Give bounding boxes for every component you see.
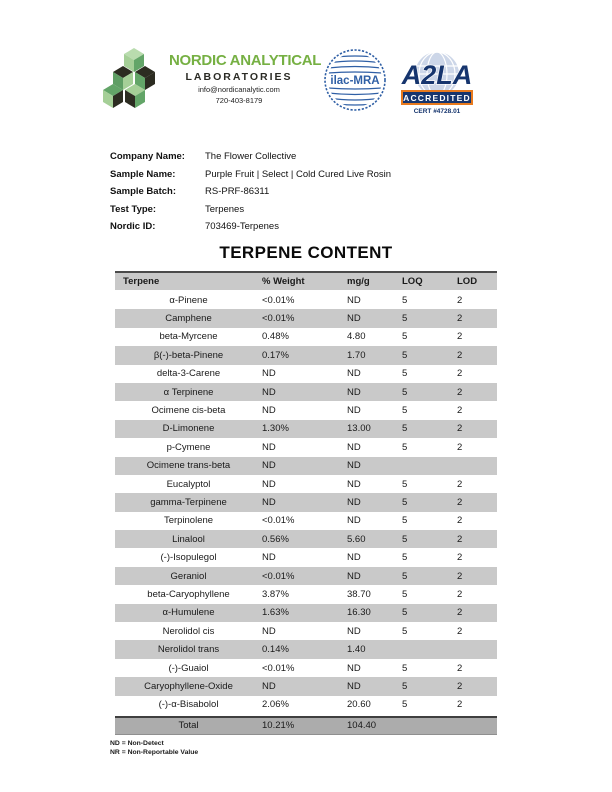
sample-info-row: [110, 218, 391, 236]
table-row: [115, 475, 497, 493]
terpene-name-cell: D-Limonene: [162, 423, 215, 435]
loq-cell: 5: [402, 607, 408, 619]
terpene-name-cell: Eucalyptol: [166, 478, 211, 490]
weight-cell: <0.01%: [262, 313, 295, 325]
mgg-cell: ND: [347, 478, 361, 490]
mgg-cell: ND: [347, 294, 361, 306]
weight-cell: <0.01%: [262, 294, 295, 306]
mgg-cell: ND: [347, 460, 361, 472]
table-row: [115, 420, 497, 438]
logo-company-name: NORDIC ANALYTICAL: [169, 52, 322, 69]
mgg-cell: 20.60: [347, 699, 371, 711]
sample-info-row: [110, 148, 391, 166]
mgg-cell: ND: [347, 662, 361, 674]
loq-cell: 5: [402, 570, 408, 582]
weight-cell: 0.14%: [262, 644, 289, 656]
lod-cell: 2: [457, 625, 463, 637]
terpene-name-cell: (-)-Guaiol: [168, 662, 209, 674]
table-row: [115, 622, 497, 640]
footnotes: [110, 740, 198, 757]
lod-cell: 2: [457, 331, 463, 343]
sample-info-label: Sample Name:: [110, 168, 176, 180]
total-weight: 10.21%: [262, 720, 295, 732]
mgg-cell: ND: [347, 515, 361, 527]
sample-info-label: Nordic ID:: [110, 221, 156, 233]
terpene-name-cell: α-Pinene: [169, 294, 208, 306]
table-row: [115, 567, 497, 585]
mgg-cell: ND: [347, 441, 361, 453]
weight-cell: <0.01%: [262, 662, 295, 674]
total-label: Total: [178, 720, 199, 732]
table-row: [115, 640, 497, 658]
table-row: [115, 383, 497, 401]
sample-info-value: RS-PRF-86311: [205, 186, 270, 198]
table-row: [115, 659, 497, 677]
sample-info-value: Terpenes: [205, 203, 245, 215]
mgg-cell: ND: [347, 368, 361, 380]
svg-text:CERT #4728.01: CERT #4728.01: [413, 108, 461, 115]
table-row: [115, 457, 497, 475]
terpene-name-cell: (-)-α-Bisabolol: [158, 699, 219, 711]
loq-cell: 5: [402, 552, 408, 564]
logo-email: info@nordicanalytic.com: [198, 85, 280, 94]
weight-cell: 1.30%: [262, 423, 289, 435]
table-row: [115, 585, 497, 603]
loq-cell: 5: [402, 625, 408, 637]
nordic-cubes-logo-icon: [103, 46, 165, 112]
loq-cell: 5: [402, 533, 408, 545]
weight-cell: 0.17%: [262, 349, 289, 361]
mgg-cell: 13.00: [347, 423, 371, 435]
terpene-table: [115, 271, 497, 735]
sample-info-value: 703469-Terpenes: [205, 221, 279, 233]
svg-text:ilac-MRA: ilac-MRA: [330, 75, 380, 87]
sample-info-label: Test Type:: [110, 203, 157, 215]
table-row: [115, 438, 497, 456]
loq-cell: 5: [402, 331, 408, 343]
loq-cell: 5: [402, 496, 408, 508]
lod-cell: 2: [457, 699, 463, 711]
total-mgg: 104.40: [347, 720, 377, 732]
terpene-name-cell: Ocimene trans-beta: [146, 460, 231, 472]
table-row: [115, 346, 497, 364]
mgg-cell: ND: [347, 496, 361, 508]
terpene-name-cell: Caryophyllene-Oxide: [144, 680, 233, 692]
weight-cell: ND: [262, 386, 276, 398]
lod-cell: 2: [457, 349, 463, 361]
sample-info-block: [110, 148, 391, 236]
sample-info-value: Purple Fruit | Select | Cold Cured Live Rosin: [205, 168, 392, 180]
weight-cell: 2.06%: [262, 699, 289, 711]
mgg-cell: ND: [347, 625, 361, 637]
table-row: [115, 604, 497, 622]
loq-cell: 5: [402, 405, 408, 417]
loq-cell: 5: [402, 313, 408, 325]
weight-cell: ND: [262, 441, 276, 453]
terpene-name-cell: α-Humulene: [162, 607, 215, 619]
terpene-name-cell: β(-)-beta-Pinene: [153, 349, 224, 361]
weight-cell: 0.48%: [262, 331, 289, 343]
mgg-cell: ND: [347, 552, 361, 564]
lod-cell: 2: [457, 496, 463, 508]
lod-cell: 2: [457, 662, 463, 674]
table-row: [115, 548, 497, 566]
lod-cell: 2: [457, 533, 463, 545]
mgg-cell: 4.80: [347, 331, 366, 343]
a2la-accredited-seal-icon: [395, 50, 479, 118]
weight-cell: ND: [262, 460, 276, 472]
table-row: [115, 677, 497, 695]
column-header-mgg: mg/g: [347, 276, 370, 287]
terpene-name-cell: p-Cymene: [166, 441, 211, 453]
lod-cell: 2: [457, 478, 463, 490]
weight-cell: ND: [262, 478, 276, 490]
loq-cell: 5: [402, 478, 408, 490]
loq-cell: 5: [402, 294, 408, 306]
lod-cell: 2: [457, 552, 463, 564]
table-row: [115, 365, 497, 383]
terpene-name-cell: beta-Myrcene: [159, 331, 218, 343]
loq-cell: 5: [402, 680, 408, 692]
loq-cell: 5: [402, 349, 408, 361]
weight-cell: <0.01%: [262, 570, 295, 582]
mgg-cell: ND: [347, 570, 361, 582]
column-header-loq: LOQ: [402, 276, 423, 287]
loq-cell: 5: [402, 662, 408, 674]
logo-subtitle: LABORATORIES: [185, 71, 293, 83]
accreditation-badges: [323, 48, 479, 118]
lod-cell: 2: [457, 680, 463, 692]
loq-cell: 5: [402, 368, 408, 380]
sample-info-row: [110, 166, 391, 184]
loq-cell: 5: [402, 386, 408, 398]
logo-text-block: [169, 52, 322, 105]
table-row: [115, 328, 497, 346]
lod-cell: 2: [457, 313, 463, 325]
weight-cell: ND: [262, 625, 276, 637]
lod-cell: 2: [457, 405, 463, 417]
footnote-nr: NR = Non-Reportable Value: [110, 748, 199, 756]
ilac-mra-seal-icon: [323, 48, 387, 112]
sample-info-row: [110, 183, 391, 201]
terpene-name-cell: Nerolidol cis: [162, 625, 215, 637]
loq-cell: 5: [402, 423, 408, 435]
sample-info-label: Company Name:: [110, 151, 185, 163]
loq-cell: 5: [402, 515, 408, 527]
weight-cell: ND: [262, 405, 276, 417]
terpene-name-cell: (-)-Isopulegol: [160, 552, 217, 564]
section-title: TERPENE CONTENT: [219, 243, 393, 262]
mgg-cell: 38.70: [347, 588, 371, 600]
svg-text:ACCREDITED: ACCREDITED: [403, 93, 471, 103]
column-header-terpene: Terpene: [123, 276, 160, 287]
terpene-name-cell: delta-3-Carene: [156, 368, 221, 380]
logo-phone: 720-403-8179: [215, 96, 263, 105]
table-row: [115, 291, 497, 309]
mgg-cell: ND: [347, 386, 361, 398]
sample-info-row: [110, 201, 391, 219]
terpene-name-cell: Nerolidol trans: [157, 644, 220, 656]
lod-cell: 2: [457, 294, 463, 306]
weight-cell: ND: [262, 552, 276, 564]
lod-cell: 2: [457, 588, 463, 600]
table-row: [115, 512, 497, 530]
table-row: [115, 401, 497, 419]
mgg-cell: ND: [347, 405, 361, 417]
column-header-weight: % Weight: [262, 276, 305, 287]
weight-cell: ND: [262, 368, 276, 380]
terpene-name-cell: beta-Caryophyllene: [147, 588, 230, 600]
loq-cell: 5: [402, 441, 408, 453]
loq-cell: 5: [402, 588, 408, 600]
mgg-cell: 1.70: [347, 349, 366, 361]
mgg-cell: 5.60: [347, 533, 366, 545]
table-total-row: [115, 716, 497, 735]
table-row: [115, 530, 497, 548]
weight-cell: <0.01%: [262, 515, 295, 527]
lod-cell: 2: [457, 515, 463, 527]
table-row: [115, 309, 497, 327]
lod-cell: 2: [457, 423, 463, 435]
footnote-nd: ND = Non-Detect: [110, 740, 164, 747]
lod-cell: 2: [457, 607, 463, 619]
lod-cell: 2: [457, 386, 463, 398]
sample-info-label: Sample Batch:: [110, 186, 176, 198]
terpene-name-cell: Terpinolene: [163, 515, 214, 527]
terpene-name-cell: α Terpinene: [163, 386, 214, 398]
lod-cell: 2: [457, 570, 463, 582]
terpene-name-cell: Linalool: [172, 533, 205, 545]
lod-cell: 2: [457, 368, 463, 380]
sample-info-value: The Flower Collective: [205, 151, 297, 163]
weight-cell: ND: [262, 680, 276, 692]
mgg-cell: 1.40: [347, 644, 366, 656]
loq-cell: 5: [402, 699, 408, 711]
table-header-row: [115, 271, 497, 290]
weight-cell: 1.63%: [262, 607, 289, 619]
mgg-cell: ND: [347, 313, 361, 325]
terpene-name-cell: Ocimene cis-beta: [151, 405, 226, 417]
terpene-name-cell: Camphene: [165, 313, 212, 325]
mgg-cell: 16.30: [347, 607, 371, 619]
terpene-name-cell: Geraniol: [170, 570, 207, 582]
column-header-lod: LOD: [457, 276, 478, 287]
weight-cell: ND: [262, 496, 276, 508]
mgg-cell: ND: [347, 680, 361, 692]
svg-text:A2LA: A2LA: [401, 60, 473, 90]
table-row: [115, 696, 497, 714]
table-body: [115, 291, 497, 714]
terpene-name-cell: gamma-Terpinene: [150, 496, 227, 508]
weight-cell: 0.56%: [262, 533, 289, 545]
nordic-logo: [103, 46, 322, 112]
table-row: [115, 493, 497, 511]
weight-cell: 3.87%: [262, 588, 289, 600]
lod-cell: 2: [457, 441, 463, 453]
